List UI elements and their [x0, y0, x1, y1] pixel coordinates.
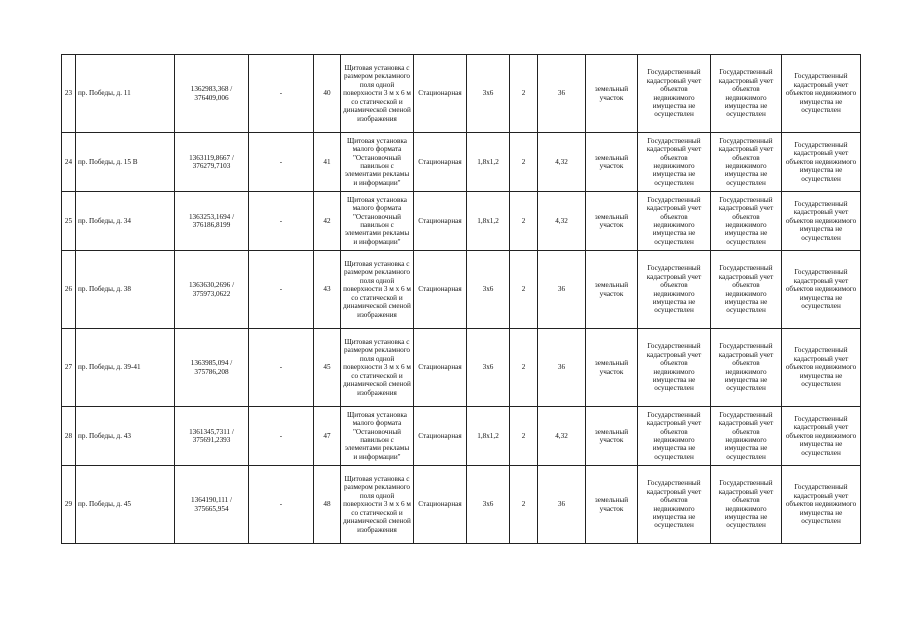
- cell-structure-type: Щитовая установка с размером рекламного поля одной поверхности 3 м х 6 м со статической и динамической сменой изображения: [341, 466, 414, 544]
- cell-number: 27: [62, 329, 76, 407]
- cell-coordinates: 1363253,1694 / 376186,8199: [175, 192, 249, 251]
- cell-kind: Стационарная: [414, 407, 467, 466]
- cell-coordinates: 1364190,111 / 375665,954: [175, 466, 249, 544]
- cell-coordinates: 1363630,2696 / 375973,0622: [175, 251, 249, 329]
- cell-address: пр. Победы, д. 34: [76, 192, 175, 251]
- cell-cadastral-3: Государственный кадастровый учет объектов недвижимого имущества не осуществлен: [782, 192, 861, 251]
- cell-coordinates: 1363119,8667 / 376279,7103: [175, 133, 249, 192]
- cell-dash: -: [249, 55, 314, 133]
- cell-cadastral-2: Государственный кадастровый учет объектов недвижимого имущества не осуществлен: [711, 133, 782, 192]
- cell-land: земельный участок: [586, 55, 638, 133]
- cell-number: 23: [62, 55, 76, 133]
- cell-area: 36: [538, 55, 586, 133]
- cell-kind: Стационарная: [414, 251, 467, 329]
- cell-cadastral-1: Государственный кадастровый учет объектов недвижимого имущества не осуществлен: [638, 133, 711, 192]
- table-row: [62, 329, 861, 407]
- cell-index: 43: [314, 251, 341, 329]
- cell-index: 40: [314, 55, 341, 133]
- cell-number: 26: [62, 251, 76, 329]
- cell-address: пр. Победы, д. 15 В: [76, 133, 175, 192]
- cell-dash: -: [249, 407, 314, 466]
- table-row: [62, 251, 861, 329]
- cell-land: земельный участок: [586, 466, 638, 544]
- cell-area: 36: [538, 466, 586, 544]
- cell-area: 4,32: [538, 192, 586, 251]
- cell-number: 28: [62, 407, 76, 466]
- cell-cadastral-2: Государственный кадастровый учет объектов недвижимого имущества не осуществлен: [711, 407, 782, 466]
- cell-size: 1,8х1,2: [467, 407, 510, 466]
- cell-land: земельный участок: [586, 329, 638, 407]
- table-row: [62, 55, 861, 133]
- cell-sides: 2: [510, 133, 538, 192]
- cell-index: 48: [314, 466, 341, 544]
- cell-land: земельный участок: [586, 192, 638, 251]
- cell-cadastral-1: Государственный кадастровый учет объектов недвижимого имущества не осуществлен: [638, 466, 711, 544]
- table-row: [62, 407, 861, 466]
- cell-land: земельный участок: [586, 407, 638, 466]
- cell-index: 47: [314, 407, 341, 466]
- cell-coordinates: 1363985,094 / 375786,208: [175, 329, 249, 407]
- table-body: [62, 55, 861, 544]
- cell-area: 4,32: [538, 133, 586, 192]
- cell-number: 25: [62, 192, 76, 251]
- cell-size: 1,8х1,2: [467, 192, 510, 251]
- cell-sides: 2: [510, 407, 538, 466]
- cell-sides: 2: [510, 192, 538, 251]
- cell-size: 3х6: [467, 251, 510, 329]
- cell-number: 29: [62, 466, 76, 544]
- cell-area: 36: [538, 251, 586, 329]
- cell-cadastral-2: Государственный кадастровый учет объектов недвижимого имущества не осуществлен: [711, 192, 782, 251]
- cell-dash: -: [249, 329, 314, 407]
- cell-cadastral-3: Государственный кадастровый учет объектов недвижимого имущества не осуществлен: [782, 133, 861, 192]
- cell-cadastral-1: Государственный кадастровый учет объектов недвижимого имущества не осуществлен: [638, 55, 711, 133]
- cell-cadastral-2: Государственный кадастровый учет объектов недвижимого имущества не осуществлен: [711, 329, 782, 407]
- cell-cadastral-3: Государственный кадастровый учет объектов недвижимого имущества не осуществлен: [782, 466, 861, 544]
- cell-cadastral-3: Государственный кадастровый учет объектов недвижимого имущества не осуществлен: [782, 407, 861, 466]
- cell-cadastral-2: Государственный кадастровый учет объектов недвижимого имущества не осуществлен: [711, 466, 782, 544]
- cell-dash: -: [249, 133, 314, 192]
- cell-number: 24: [62, 133, 76, 192]
- table-row: [62, 192, 861, 251]
- cell-structure-type: Щитовая установка малого формата "Остановочный павильон с элементами рекламы и информации": [341, 192, 414, 251]
- cell-address: пр. Победы, д. 45: [76, 466, 175, 544]
- cell-structure-type: Щитовая установка с размером рекламного поля одной поверхности 3 м х 6 м со статической и динамической сменой изображения: [341, 329, 414, 407]
- cell-index: 41: [314, 133, 341, 192]
- cell-sides: 2: [510, 55, 538, 133]
- cell-address: пр. Победы, д. 39-41: [76, 329, 175, 407]
- cell-address: пр. Победы, д. 11: [76, 55, 175, 133]
- cell-kind: Стационарная: [414, 466, 467, 544]
- cell-cadastral-3: Государственный кадастровый учет объектов недвижимого имущества не осуществлен: [782, 329, 861, 407]
- cell-area: 4,32: [538, 407, 586, 466]
- cell-size: 1,8х1,2: [467, 133, 510, 192]
- cell-structure-type: Щитовая установка малого формата "Остановочный павильон с элементами рекламы и информации": [341, 133, 414, 192]
- cell-dash: -: [249, 466, 314, 544]
- cell-land: земельный участок: [586, 133, 638, 192]
- cell-size: 3х6: [467, 466, 510, 544]
- cell-cadastral-1: Государственный кадастровый учет объектов недвижимого имущества не осуществлен: [638, 251, 711, 329]
- cell-address: пр. Победы, д. 38: [76, 251, 175, 329]
- cell-size: 3х6: [467, 55, 510, 133]
- cell-dash: -: [249, 251, 314, 329]
- cell-kind: Стационарная: [414, 192, 467, 251]
- cell-cadastral-2: Государственный кадастровый учет объектов недвижимого имущества не осуществлен: [711, 55, 782, 133]
- cell-coordinates: 1361345,7311 / 375691,2393: [175, 407, 249, 466]
- cell-structure-type: Щитовая установка с размером рекламного поля одной поверхности 3 м х 6 м со статической и динамической сменой изображения: [341, 251, 414, 329]
- cell-sides: 2: [510, 251, 538, 329]
- cell-cadastral-2: Государственный кадастровый учет объектов недвижимого имущества не осуществлен: [711, 251, 782, 329]
- cell-cadastral-1: Государственный кадастровый учет объектов недвижимого имущества не осуществлен: [638, 329, 711, 407]
- cell-cadastral-3: Государственный кадастровый учет объектов недвижимого имущества не осуществлен: [782, 55, 861, 133]
- cell-address: пр. Победы, д. 43: [76, 407, 175, 466]
- cell-kind: Стационарная: [414, 329, 467, 407]
- cell-index: 45: [314, 329, 341, 407]
- cell-area: 36: [538, 329, 586, 407]
- cell-structure-type: Щитовая установка малого формата "Остановочный павильон с элементами рекламы и информации": [341, 407, 414, 466]
- cell-cadastral-3: Государственный кадастровый учет объектов недвижимого имущества не осуществлен: [782, 251, 861, 329]
- table-row: [62, 133, 861, 192]
- cell-sides: 2: [510, 466, 538, 544]
- cell-cadastral-1: Государственный кадастровый учет объектов недвижимого имущества не осуществлен: [638, 192, 711, 251]
- cell-structure-type: Щитовая установка с размером рекламного поля одной поверхности 3 м х 6 м со статической и динамической сменой изображения: [341, 55, 414, 133]
- cell-size: 3х6: [467, 329, 510, 407]
- cell-coordinates: 1362983,368 / 376409,006: [175, 55, 249, 133]
- cell-sides: 2: [510, 329, 538, 407]
- cell-dash: -: [249, 192, 314, 251]
- cell-land: земельный участок: [586, 251, 638, 329]
- table-row: [62, 466, 861, 544]
- advertising-structures-table: [61, 54, 861, 544]
- cell-kind: Стационарная: [414, 133, 467, 192]
- cell-kind: Стационарная: [414, 55, 467, 133]
- cell-index: 42: [314, 192, 341, 251]
- cell-cadastral-1: Государственный кадастровый учет объектов недвижимого имущества не осуществлен: [638, 407, 711, 466]
